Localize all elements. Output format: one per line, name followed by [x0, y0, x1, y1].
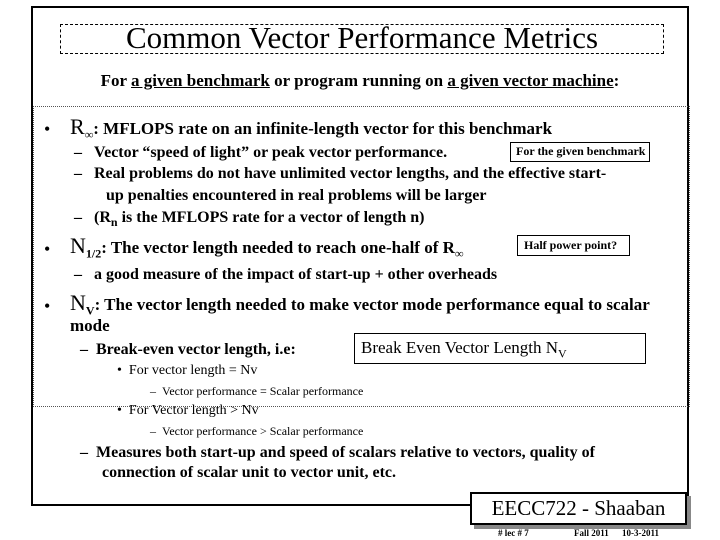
title-box [60, 20, 664, 55]
nv-sub2-text: Measures both start-up and speed of scalars relative to vectors, quality of [96, 444, 595, 461]
bullet-nhalf: • [44, 239, 51, 259]
bullet-nv: • [44, 296, 51, 316]
nhalf-text: : The vector length needed to reach one-half of R [101, 238, 455, 257]
nv-sub2-cont-text: connection of scalar unit to vector unit, etc. [102, 464, 397, 481]
rinf-heading [70, 114, 553, 144]
intro-line [0, 71, 720, 91]
callout-break-even [354, 333, 646, 364]
rinf-sub3: – ($R_n$ is the MFLOPS rate for a vector of length n) [74, 209, 425, 230]
nv-heading [70, 290, 650, 320]
intro-text: For [100, 71, 132, 90]
nv-sub1-text: Break-even vector length, i.e: [96, 341, 296, 358]
nv-level3-b-text: For Vector length > Nv [128, 403, 259, 418]
nv-symbol: N [70, 290, 86, 315]
nv-level4-b-text: Vector performance > Scalar performance [162, 424, 364, 438]
nv-level4-a: – Vector performance = Scalar performance [150, 384, 364, 398]
rinf-sub3-post: is the MFLOPS rate for a vector of length n) [117, 209, 425, 226]
nv-level4-a-text: Vector performance = Scalar performance [162, 384, 364, 398]
rinf-sub1: – Vector “speed of light” or peak vector performance. [74, 144, 448, 161]
nv-level3-a-text: For vector length = Nv [128, 363, 258, 378]
nhalf-sub1-text: a good measure of the impact of start-up + other overheads [94, 266, 498, 283]
lecture-number: # lec # 7 [498, 528, 529, 538]
nv-sub2: – Measures both start-up and speed of scalars relative to vectors, quality of [80, 444, 595, 461]
nv-level3-b: • For Vector length > Nv [117, 403, 259, 418]
nv-heading-cont-text: mode [70, 316, 110, 335]
rinf-sub2-cont-text: up penalties encountered in real problems will be larger [106, 187, 487, 204]
intro-text: or program running on [269, 71, 448, 90]
term-label: Fall 2011 [574, 528, 609, 538]
rinf-sub1-text: Vector “speed of light” or peak vector performance. [94, 144, 448, 161]
nv-subscript: V [85, 303, 95, 318]
rinf-sub3-pre: (R [94, 209, 111, 226]
callout-half-power-text: Half power point? [524, 238, 618, 252]
callout-benchmark-text: For the given benchmark [516, 144, 646, 158]
callout-break-even-sub: V [558, 346, 567, 361]
intro-underline-machine: a given vector machine [447, 71, 614, 90]
nv-text: : The vector length needed to make vector mode performance equal to scalar [94, 295, 650, 314]
nhalf-symbol: N [70, 233, 86, 258]
page-title: Common Vector Performance Metrics [125, 20, 599, 55]
rinf-sub3-sub: n [110, 215, 118, 230]
intro-underline-benchmark: a given benchmark [131, 71, 270, 90]
nhalf-sub1: – a good measure of the impact of start-up + other overheads [74, 266, 498, 283]
rinf-sub2-text: Real problems do not have unlimited vector lengths, and the effective start- [94, 165, 607, 182]
nv-sub1: – Break-even vector length, i.e: [80, 341, 296, 358]
date-label: 10-3-2011 [622, 528, 659, 538]
nv-level4-b: – Vector performance > Scalar performance [150, 424, 364, 438]
rinf-symbol: R [70, 114, 85, 139]
nhalf-heading [70, 233, 464, 263]
rinf-sub2: – Real problems do not have unlimited vector lengths, and the effective start- [74, 165, 607, 182]
nv-sub2-cont [102, 463, 396, 483]
nv-level3-a: • For vector length = Nv [117, 363, 258, 378]
bullet-rinf: • [44, 119, 51, 139]
course-label: EECC722 - Shaaban [491, 496, 666, 520]
nv-heading-cont [70, 316, 110, 336]
rinf-subscript: ∞ [84, 127, 94, 142]
rinf-sub2-cont [106, 186, 486, 206]
callout-benchmark [510, 142, 650, 162]
callout-break-even-text: Break Even Vector Length N [361, 338, 559, 357]
callout-half-power [517, 235, 630, 256]
nhalf-inf: ∞ [454, 246, 464, 261]
course-footer-box [470, 492, 687, 525]
rinf-text: : MFLOPS rate on an infinite-length vector for this benchmark [93, 119, 553, 138]
intro-text: : [613, 71, 620, 90]
nhalf-subscript: 1/2 [85, 246, 102, 261]
